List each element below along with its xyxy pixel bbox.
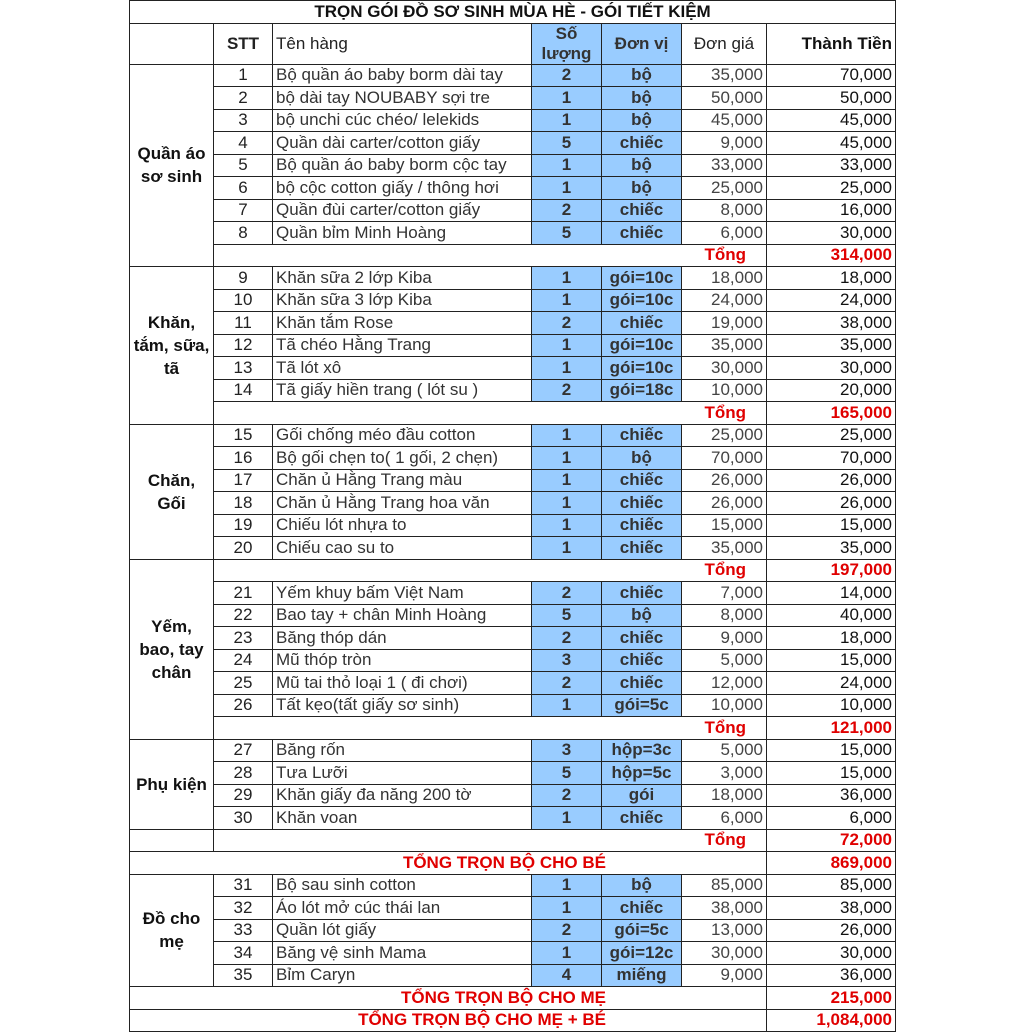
grand-total-label: TỔNG TRỌN BỘ CHO MẸ + BÉ (130, 1009, 767, 1032)
header-quantity-line1: Số (555, 23, 578, 43)
item-price: 30,000 (682, 357, 767, 380)
item-unit: bộ (602, 447, 682, 470)
item-name: Chiếu lót nhựa to (273, 514, 532, 537)
item-stt: 26 (214, 694, 273, 717)
item-unit: gói=10c (602, 267, 682, 290)
item-quantity: 5 (532, 132, 602, 155)
item-price: 6,000 (682, 807, 767, 830)
item-stt: 28 (214, 762, 273, 785)
table-row (130, 604, 896, 627)
item-unit: bộ (602, 177, 682, 200)
item-stt: 21 (214, 582, 273, 605)
table-row (130, 627, 896, 650)
item-price: 8,000 (682, 199, 767, 222)
item-price: 25,000 (682, 424, 767, 447)
item-quantity: 3 (532, 649, 602, 672)
item-stt: 30 (214, 807, 273, 830)
item-quantity: 2 (532, 64, 602, 87)
item-quantity: 1 (532, 109, 602, 132)
item-total: 15,000 (767, 649, 896, 672)
item-total: 26,000 (767, 469, 896, 492)
item-name: Quần bỉm Minh Hoàng (273, 222, 532, 245)
item-total: 14,000 (767, 582, 896, 605)
table-row (130, 897, 896, 920)
item-total: 6,000 (767, 807, 896, 830)
item-quantity: 4 (532, 964, 602, 987)
item-stt: 14 (214, 379, 273, 402)
item-quantity: 2 (532, 784, 602, 807)
item-price: 12,000 (682, 672, 767, 695)
table-row (130, 919, 896, 942)
table-row (130, 312, 896, 335)
item-price: 6,000 (682, 222, 767, 245)
item-unit: chiếc (602, 132, 682, 155)
item-name: Áo lót mở cúc thái lan (273, 897, 532, 920)
table-row (130, 537, 896, 560)
table-row (130, 177, 896, 200)
item-name: Băng vệ sinh Mama (273, 942, 532, 965)
table-row (130, 739, 896, 762)
subtotal-value: 197,000 (767, 559, 896, 582)
table-row (130, 334, 896, 357)
item-name: bộ cộc cotton giấy / thông hơi (273, 177, 532, 200)
table-row (130, 784, 896, 807)
item-stt: 17 (214, 469, 273, 492)
subtotal-value: 314,000 (767, 244, 896, 267)
item-name: Bao tay + chân Minh Hoàng (273, 604, 532, 627)
table-row (130, 964, 896, 987)
item-name: Khăn tắm Rose (273, 312, 532, 335)
item-name: Băng rốn (273, 739, 532, 762)
header-category-blank (130, 23, 214, 64)
table-row (130, 514, 896, 537)
item-quantity: 3 (532, 739, 602, 762)
item-total: 25,000 (767, 177, 896, 200)
item-name: Bỉm Caryn (273, 964, 532, 987)
header-unit: Đơn vị (602, 23, 682, 64)
item-name: Tưa Lưỡi (273, 762, 532, 785)
item-unit: chiếc (602, 807, 682, 830)
item-unit: gói=10c (602, 357, 682, 380)
item-name: bộ dài tay NOUBABY sợi tre (273, 87, 532, 110)
header-quantity-line2: lượng (541, 43, 592, 63)
item-quantity: 1 (532, 447, 602, 470)
item-quantity: 2 (532, 199, 602, 222)
item-total: 35,000 (767, 537, 896, 560)
item-name: Tất kẹo(tất giấy sơ sinh) (273, 694, 532, 717)
item-total: 38,000 (767, 897, 896, 920)
table-row (130, 289, 896, 312)
item-unit: chiếc (602, 514, 682, 537)
item-quantity: 1 (532, 807, 602, 830)
item-total: 50,000 (767, 87, 896, 110)
item-quantity: 1 (532, 357, 602, 380)
item-stt: 25 (214, 672, 273, 695)
item-unit: chiếc (602, 649, 682, 672)
table-row (130, 942, 896, 965)
item-price: 26,000 (682, 469, 767, 492)
item-name: Khăn voan (273, 807, 532, 830)
item-name: Quần lót giấy (273, 919, 532, 942)
item-total: 10,000 (767, 694, 896, 717)
table-row (130, 469, 896, 492)
subtotal-label: Tổng (214, 829, 767, 852)
item-stt: 9 (214, 267, 273, 290)
item-total: 40,000 (767, 604, 896, 627)
header-quantity (532, 23, 602, 64)
item-name: Bộ sau sinh cotton (273, 874, 532, 897)
item-quantity: 1 (532, 289, 602, 312)
item-price: 18,000 (682, 267, 767, 290)
item-price: 18,000 (682, 784, 767, 807)
subtotal-label: Tổng (214, 244, 767, 267)
item-unit: hộp=3c (602, 739, 682, 762)
item-stt: 24 (214, 649, 273, 672)
header-price: Đơn giá (682, 23, 767, 64)
subtotal-row (130, 717, 896, 740)
item-total: 16,000 (767, 199, 896, 222)
item-price: 5,000 (682, 649, 767, 672)
item-stt: 2 (214, 87, 273, 110)
item-name: Tã lót xô (273, 357, 532, 380)
item-total: 70,000 (767, 64, 896, 87)
item-quantity: 5 (532, 604, 602, 627)
item-unit: chiếc (602, 312, 682, 335)
item-name: bộ unchi cúc chéo/ lelekids (273, 109, 532, 132)
item-price: 35,000 (682, 334, 767, 357)
item-total: 26,000 (767, 492, 896, 515)
item-unit: hộp=5c (602, 762, 682, 785)
item-price: 30,000 (682, 942, 767, 965)
item-stt: 27 (214, 739, 273, 762)
item-price: 15,000 (682, 514, 767, 537)
item-stt: 31 (214, 874, 273, 897)
item-price: 26,000 (682, 492, 767, 515)
item-stt: 12 (214, 334, 273, 357)
item-stt: 23 (214, 627, 273, 650)
item-unit: chiếc (602, 582, 682, 605)
item-quantity: 1 (532, 537, 602, 560)
table-row (130, 267, 896, 290)
item-quantity: 1 (532, 492, 602, 515)
item-total: 15,000 (767, 762, 896, 785)
subtotal-label: Tổng (214, 559, 767, 582)
item-name: Mũ tai thỏ loại 1 ( đi chơi) (273, 672, 532, 695)
item-name: Khăn giấy đa năng 200 tờ (273, 784, 532, 807)
item-stt: 33 (214, 919, 273, 942)
item-quantity: 1 (532, 424, 602, 447)
item-total: 85,000 (767, 874, 896, 897)
item-total: 35,000 (767, 334, 896, 357)
grand-total-value: 1,084,000 (767, 1009, 896, 1032)
item-quantity: 1 (532, 87, 602, 110)
item-unit: bộ (602, 604, 682, 627)
item-unit: chiếc (602, 222, 682, 245)
item-stt: 11 (214, 312, 273, 335)
header-total: Thành Tiền (767, 23, 896, 64)
item-total: 30,000 (767, 222, 896, 245)
item-total: 70,000 (767, 447, 896, 470)
item-stt: 1 (214, 64, 273, 87)
item-stt: 15 (214, 424, 273, 447)
item-quantity: 1 (532, 942, 602, 965)
item-stt: 35 (214, 964, 273, 987)
table-row (130, 357, 896, 380)
item-name: Bộ quần áo baby borm cộc tay (273, 154, 532, 177)
item-stt: 18 (214, 492, 273, 515)
header-stt: STT (214, 23, 273, 64)
grand-total-row (130, 1009, 896, 1032)
item-quantity: 2 (532, 919, 602, 942)
table-row (130, 807, 896, 830)
item-quantity: 1 (532, 267, 602, 290)
item-price: 19,000 (682, 312, 767, 335)
item-quantity: 2 (532, 379, 602, 402)
table-row (130, 379, 896, 402)
item-total: 45,000 (767, 109, 896, 132)
item-stt: 3 (214, 109, 273, 132)
item-total: 45,000 (767, 132, 896, 155)
subtotal-row (130, 402, 896, 425)
category-label: Chăn, Gối (130, 424, 214, 559)
item-total: 38,000 (767, 312, 896, 335)
item-price: 25,000 (682, 177, 767, 200)
item-unit: chiếc (602, 672, 682, 695)
item-price: 9,000 (682, 132, 767, 155)
category-blank (130, 829, 214, 852)
subtotal-label: Tổng (214, 402, 767, 425)
item-price: 7,000 (682, 582, 767, 605)
item-total: 30,000 (767, 942, 896, 965)
title-row (130, 1, 896, 24)
item-price: 38,000 (682, 897, 767, 920)
table-row (130, 64, 896, 87)
item-stt: 20 (214, 537, 273, 560)
item-price: 33,000 (682, 154, 767, 177)
mom-total-label: TỔNG TRỌN BỘ CHO MẸ (130, 987, 767, 1010)
item-unit: gói=12c (602, 942, 682, 965)
item-name: Tã chéo Hằng Trang (273, 334, 532, 357)
item-unit: bộ (602, 109, 682, 132)
item-price: 9,000 (682, 627, 767, 650)
table-row (130, 222, 896, 245)
subtotal-row (130, 829, 896, 852)
subtotal-value: 72,000 (767, 829, 896, 852)
item-stt: 4 (214, 132, 273, 155)
item-name: Tã giấy hiền trang ( lót su ) (273, 379, 532, 402)
baby-total-row (130, 852, 896, 875)
item-total: 36,000 (767, 964, 896, 987)
item-stt: 7 (214, 199, 273, 222)
item-total: 24,000 (767, 672, 896, 695)
item-total: 26,000 (767, 919, 896, 942)
mom-total-row (130, 987, 896, 1010)
item-name: Bộ quần áo baby borm dài tay (273, 64, 532, 87)
item-name: Chăn ủ Hằng Trang hoa văn (273, 492, 532, 515)
item-quantity: 2 (532, 627, 602, 650)
item-unit: chiếc (602, 199, 682, 222)
subtotal-row (130, 559, 896, 582)
item-quantity: 1 (532, 177, 602, 200)
header-name: Tên hàng (273, 23, 532, 64)
item-stt: 8 (214, 222, 273, 245)
item-name: Khăn sữa 3 lớp Kiba (273, 289, 532, 312)
item-stt: 13 (214, 357, 273, 380)
category-label: Yếm, bao, tay chân (130, 559, 214, 739)
category-label: Phụ kiện (130, 739, 214, 829)
item-quantity: 2 (532, 672, 602, 695)
category-label: Quần áo sơ sinh (130, 64, 214, 267)
item-stt: 6 (214, 177, 273, 200)
table-row (130, 694, 896, 717)
item-quantity: 1 (532, 514, 602, 537)
price-sheet (129, 0, 896, 1032)
sheet-title: TRỌN GÓI ĐỒ SƠ SINH MÙA HÈ - GÓI TIẾT KIỆM (130, 1, 896, 24)
item-name: Quần dài carter/cotton giấy (273, 132, 532, 155)
item-unit: gói=10c (602, 334, 682, 357)
item-name: Chăn ủ Hằng Trang màu (273, 469, 532, 492)
table-row (130, 199, 896, 222)
item-total: 18,000 (767, 627, 896, 650)
item-name: Băng thóp dán (273, 627, 532, 650)
table-row (130, 109, 896, 132)
item-name: Mũ thóp tròn (273, 649, 532, 672)
item-price: 85,000 (682, 874, 767, 897)
item-name: Chiếu cao su to (273, 537, 532, 560)
item-stt: 19 (214, 514, 273, 537)
item-stt: 10 (214, 289, 273, 312)
item-name: Quần đùi carter/cotton giấy (273, 199, 532, 222)
subtotal-label: Tổng (214, 717, 767, 740)
table-row (130, 874, 896, 897)
item-price: 35,000 (682, 537, 767, 560)
item-total: 20,000 (767, 379, 896, 402)
header-row (130, 23, 896, 64)
item-unit: chiếc (602, 897, 682, 920)
item-stt: 22 (214, 604, 273, 627)
item-unit: gói=10c (602, 289, 682, 312)
item-unit: bộ (602, 87, 682, 110)
item-price: 9,000 (682, 964, 767, 987)
item-unit: bộ (602, 64, 682, 87)
table-row (130, 424, 896, 447)
item-quantity: 5 (532, 222, 602, 245)
item-name: Yếm khuy bấm Việt Nam (273, 582, 532, 605)
item-total: 18,000 (767, 267, 896, 290)
item-unit: gói (602, 784, 682, 807)
item-total: 15,000 (767, 739, 896, 762)
subtotal-value: 165,000 (767, 402, 896, 425)
item-quantity: 1 (532, 694, 602, 717)
item-unit: chiếc (602, 537, 682, 560)
item-stt: 16 (214, 447, 273, 470)
item-quantity: 5 (532, 762, 602, 785)
item-quantity: 1 (532, 897, 602, 920)
baby-total-value: 869,000 (767, 852, 896, 875)
item-price: 10,000 (682, 379, 767, 402)
table-row (130, 672, 896, 695)
table-row (130, 582, 896, 605)
table-row (130, 492, 896, 515)
item-unit: chiếc (602, 424, 682, 447)
table-row (130, 649, 896, 672)
mom-total-value: 215,000 (767, 987, 896, 1010)
item-stt: 32 (214, 897, 273, 920)
item-price: 70,000 (682, 447, 767, 470)
item-price: 35,000 (682, 64, 767, 87)
table-row (130, 87, 896, 110)
item-total: 36,000 (767, 784, 896, 807)
item-name: Khăn sữa 2 lớp Kiba (273, 267, 532, 290)
baby-total-label: TỔNG TRỌN BỘ CHO BÉ (130, 852, 767, 875)
item-total: 25,000 (767, 424, 896, 447)
item-price: 8,000 (682, 604, 767, 627)
item-unit: chiếc (602, 492, 682, 515)
subtotal-row (130, 244, 896, 267)
item-quantity: 1 (532, 874, 602, 897)
item-unit: bộ (602, 874, 682, 897)
table-row (130, 447, 896, 470)
item-unit: gói=5c (602, 919, 682, 942)
item-quantity: 2 (532, 312, 602, 335)
item-total: 24,000 (767, 289, 896, 312)
item-price: 3,000 (682, 762, 767, 785)
item-stt: 29 (214, 784, 273, 807)
item-unit: miếng (602, 964, 682, 987)
item-quantity: 1 (532, 469, 602, 492)
item-price: 45,000 (682, 109, 767, 132)
subtotal-value: 121,000 (767, 717, 896, 740)
item-quantity: 2 (532, 582, 602, 605)
item-unit: gói=5c (602, 694, 682, 717)
item-price: 13,000 (682, 919, 767, 942)
item-price: 24,000 (682, 289, 767, 312)
item-total: 15,000 (767, 514, 896, 537)
item-unit: bộ (602, 154, 682, 177)
item-quantity: 1 (532, 154, 602, 177)
item-price: 10,000 (682, 694, 767, 717)
item-price: 50,000 (682, 87, 767, 110)
item-unit: gói=18c (602, 379, 682, 402)
item-name: Bộ gối chẹn to( 1 gối, 2 chẹn) (273, 447, 532, 470)
table-row (130, 154, 896, 177)
item-total: 33,000 (767, 154, 896, 177)
category-label: Khăn, tắm, sữa, tã (130, 267, 214, 425)
item-stt: 5 (214, 154, 273, 177)
item-stt: 34 (214, 942, 273, 965)
item-total: 30,000 (767, 357, 896, 380)
category-label: Đồ cho mẹ (130, 874, 214, 987)
item-name: Gối chống méo đầu cotton (273, 424, 532, 447)
item-quantity: 1 (532, 334, 602, 357)
item-price: 5,000 (682, 739, 767, 762)
table-row (130, 132, 896, 155)
table-row (130, 762, 896, 785)
item-unit: chiếc (602, 627, 682, 650)
item-unit: chiếc (602, 469, 682, 492)
